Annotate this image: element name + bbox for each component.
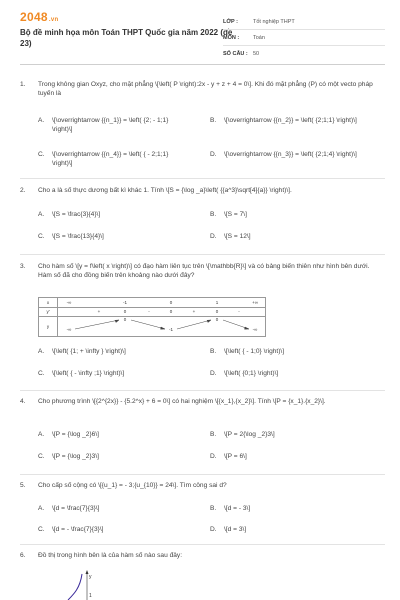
question-5 xyxy=(20,481,385,490)
question-number: 1. xyxy=(20,81,26,88)
table-sign: - xyxy=(148,309,150,314)
question-number: 3. xyxy=(20,263,26,270)
arrow-up xyxy=(75,320,119,329)
arrow-head xyxy=(245,327,250,329)
table-y-label: y xyxy=(46,324,50,329)
meta-value: Toán xyxy=(253,34,265,41)
meta-value: 50 xyxy=(253,50,260,57)
meta-row-count xyxy=(223,45,385,61)
table-y-value: -∞ xyxy=(252,327,258,332)
table-y-value: -1 xyxy=(168,327,174,332)
table-sign: 0 xyxy=(215,309,219,314)
option-b[interactable]: B. \[S = 7\] xyxy=(210,211,247,218)
option-a[interactable]: A. \[\overrightarrow {{n_1}} = \left( {2; - 1;1} \right)\] xyxy=(38,117,169,133)
arrow-head xyxy=(207,320,211,323)
table-x-value: 1 xyxy=(215,300,219,305)
option-a[interactable]: A. \[S = \frac{3}{4}\] xyxy=(38,211,101,218)
meta-value: Tốt nghiệp THPT xyxy=(253,18,295,25)
question-stem: Cho cấp số cộng có \[{u_1} = - 3;{u_{10}} = 24\]. Tìm công sai d? xyxy=(38,482,227,489)
question-divider xyxy=(20,254,385,255)
question-1 xyxy=(20,80,385,98)
question-6 xyxy=(20,551,385,560)
option-b[interactable]: B. \[P = 2{\log _2}3\] xyxy=(210,431,275,438)
option-b[interactable]: B. \[\overrightarrow {{n_2}} = \left( {2;1;1} \right)\] xyxy=(210,117,357,124)
table-sign: 0 xyxy=(123,309,127,314)
table-sign: 0 xyxy=(169,309,173,314)
header-divider xyxy=(20,64,385,65)
question-stem: Cho a là số thực dương bất kì khác 1. Tính \[S = {\log _a}\left( {{a^3}\sqrt[4]{a}} \right)\]. xyxy=(38,187,292,194)
question-number: 5. xyxy=(20,482,26,489)
table-x-value: -∞ xyxy=(66,300,72,305)
table-y-value: -∞ xyxy=(66,327,72,332)
meta-row-class xyxy=(223,14,385,29)
function-curve xyxy=(68,574,82,600)
table-sign: - xyxy=(238,309,240,314)
table-x-value: -1 xyxy=(122,300,128,305)
table-x-label: x xyxy=(46,300,50,305)
question-stem: Đồ thị trong hình bên là của hàm số nào sau đây: xyxy=(38,552,183,559)
question-divider xyxy=(20,178,385,179)
question-divider xyxy=(20,544,385,545)
question-number: 2. xyxy=(20,187,26,194)
site-logo[interactable]: 2048.vn xyxy=(20,10,59,24)
option-c[interactable]: C. \[P = {\log _2}3\] xyxy=(38,453,99,460)
option-c[interactable]: C. \[\overrightarrow {{n_4}} = \left( { - 2;1;1} \right)\] xyxy=(38,151,169,167)
question-stem: Cho phương trình \[{2^{2x}} - {5.2^x} + 6 = 0\] có hai nghiệm \[{x_1},{x_2}\]. Tính \[P = {x_1}.{x_2}\]. xyxy=(38,398,326,405)
function-graph xyxy=(60,570,120,600)
question-3 xyxy=(20,262,385,280)
option-a[interactable]: A. \[P = {\log _2}6\] xyxy=(38,431,99,438)
option-a[interactable]: A. \[\left( {1; + \infty } \right)\] xyxy=(38,348,126,355)
option-d[interactable]: D. \[S = 12\] xyxy=(210,233,251,240)
arrow-head xyxy=(115,320,119,323)
table-yprime-label: y' xyxy=(46,309,50,314)
table-y-value: 0 xyxy=(215,317,219,322)
question-divider xyxy=(20,474,385,475)
option-c[interactable]: C. \[S = \frac{13}{4}\] xyxy=(38,233,104,240)
question-divider xyxy=(20,390,385,391)
tick-label: 1 xyxy=(89,593,92,599)
variation-table xyxy=(38,297,266,337)
question-stem: Cho hàm số \[y = f\left( x \right)\] có đạo hàm liên tục trên \[\mathbb{R}\] và có bảng biến thiên như hình bên dưới. Hàm số đã cho đồng biến trên khoảng nào dưới đây? xyxy=(38,263,370,279)
y-axis-label: y xyxy=(89,574,92,580)
option-c[interactable]: C. \[d = - \frac{7}{3}\] xyxy=(38,526,104,533)
option-b[interactable]: B. \[d = - 3\] xyxy=(210,505,251,512)
table-sign: + xyxy=(97,309,101,314)
table-y-value: 0 xyxy=(123,317,127,322)
meta-key: SỐ CÂU : xyxy=(223,50,248,57)
question-4 xyxy=(20,397,385,406)
option-c[interactable]: C. \[\left( { - \infty ;1} \right)\] xyxy=(38,370,125,377)
table-x-value: 0 xyxy=(169,300,173,305)
table-sign: + xyxy=(192,309,196,314)
table-x-value: +∞ xyxy=(252,300,258,305)
meta-key: LỚP : xyxy=(223,18,238,25)
question-number: 4. xyxy=(20,398,26,405)
option-b[interactable]: B. \[\left( { - 1;0} \right)\] xyxy=(210,348,285,355)
meta-key: MÔN : xyxy=(223,34,240,41)
question-2 xyxy=(20,186,385,195)
option-d[interactable]: D. \[P = 6\] xyxy=(210,453,247,460)
arrow-head xyxy=(161,327,166,329)
option-d[interactable]: D. \[\overrightarrow {{n_3}} = \left( {2;1;4} \right)\] xyxy=(210,151,357,158)
option-a[interactable]: A. \[d = \frac{7}{3}\] xyxy=(38,505,100,512)
exam-meta xyxy=(223,14,385,61)
arrow-down xyxy=(131,320,165,329)
question-stem: Trong không gian Oxyz, cho mặt phẳng \[\left( P \right):2x - y + z + 4 = 0\]. Khi đó mặt phẳng (P) có một vecto pháp tuyến là xyxy=(38,81,373,97)
meta-row-subject xyxy=(223,29,385,45)
arrow-up xyxy=(177,320,211,329)
option-d[interactable]: D. \[\left( {0;1} \right)\] xyxy=(210,370,279,377)
question-number: 6. xyxy=(20,552,26,559)
exam-title: Bộ đề minh họa môn Toán THPT Quốc gia năm 2022 (đề 23) xyxy=(20,28,233,48)
variation-arrows xyxy=(39,298,265,336)
option-d[interactable]: D. \[d = 3\] xyxy=(210,526,247,533)
